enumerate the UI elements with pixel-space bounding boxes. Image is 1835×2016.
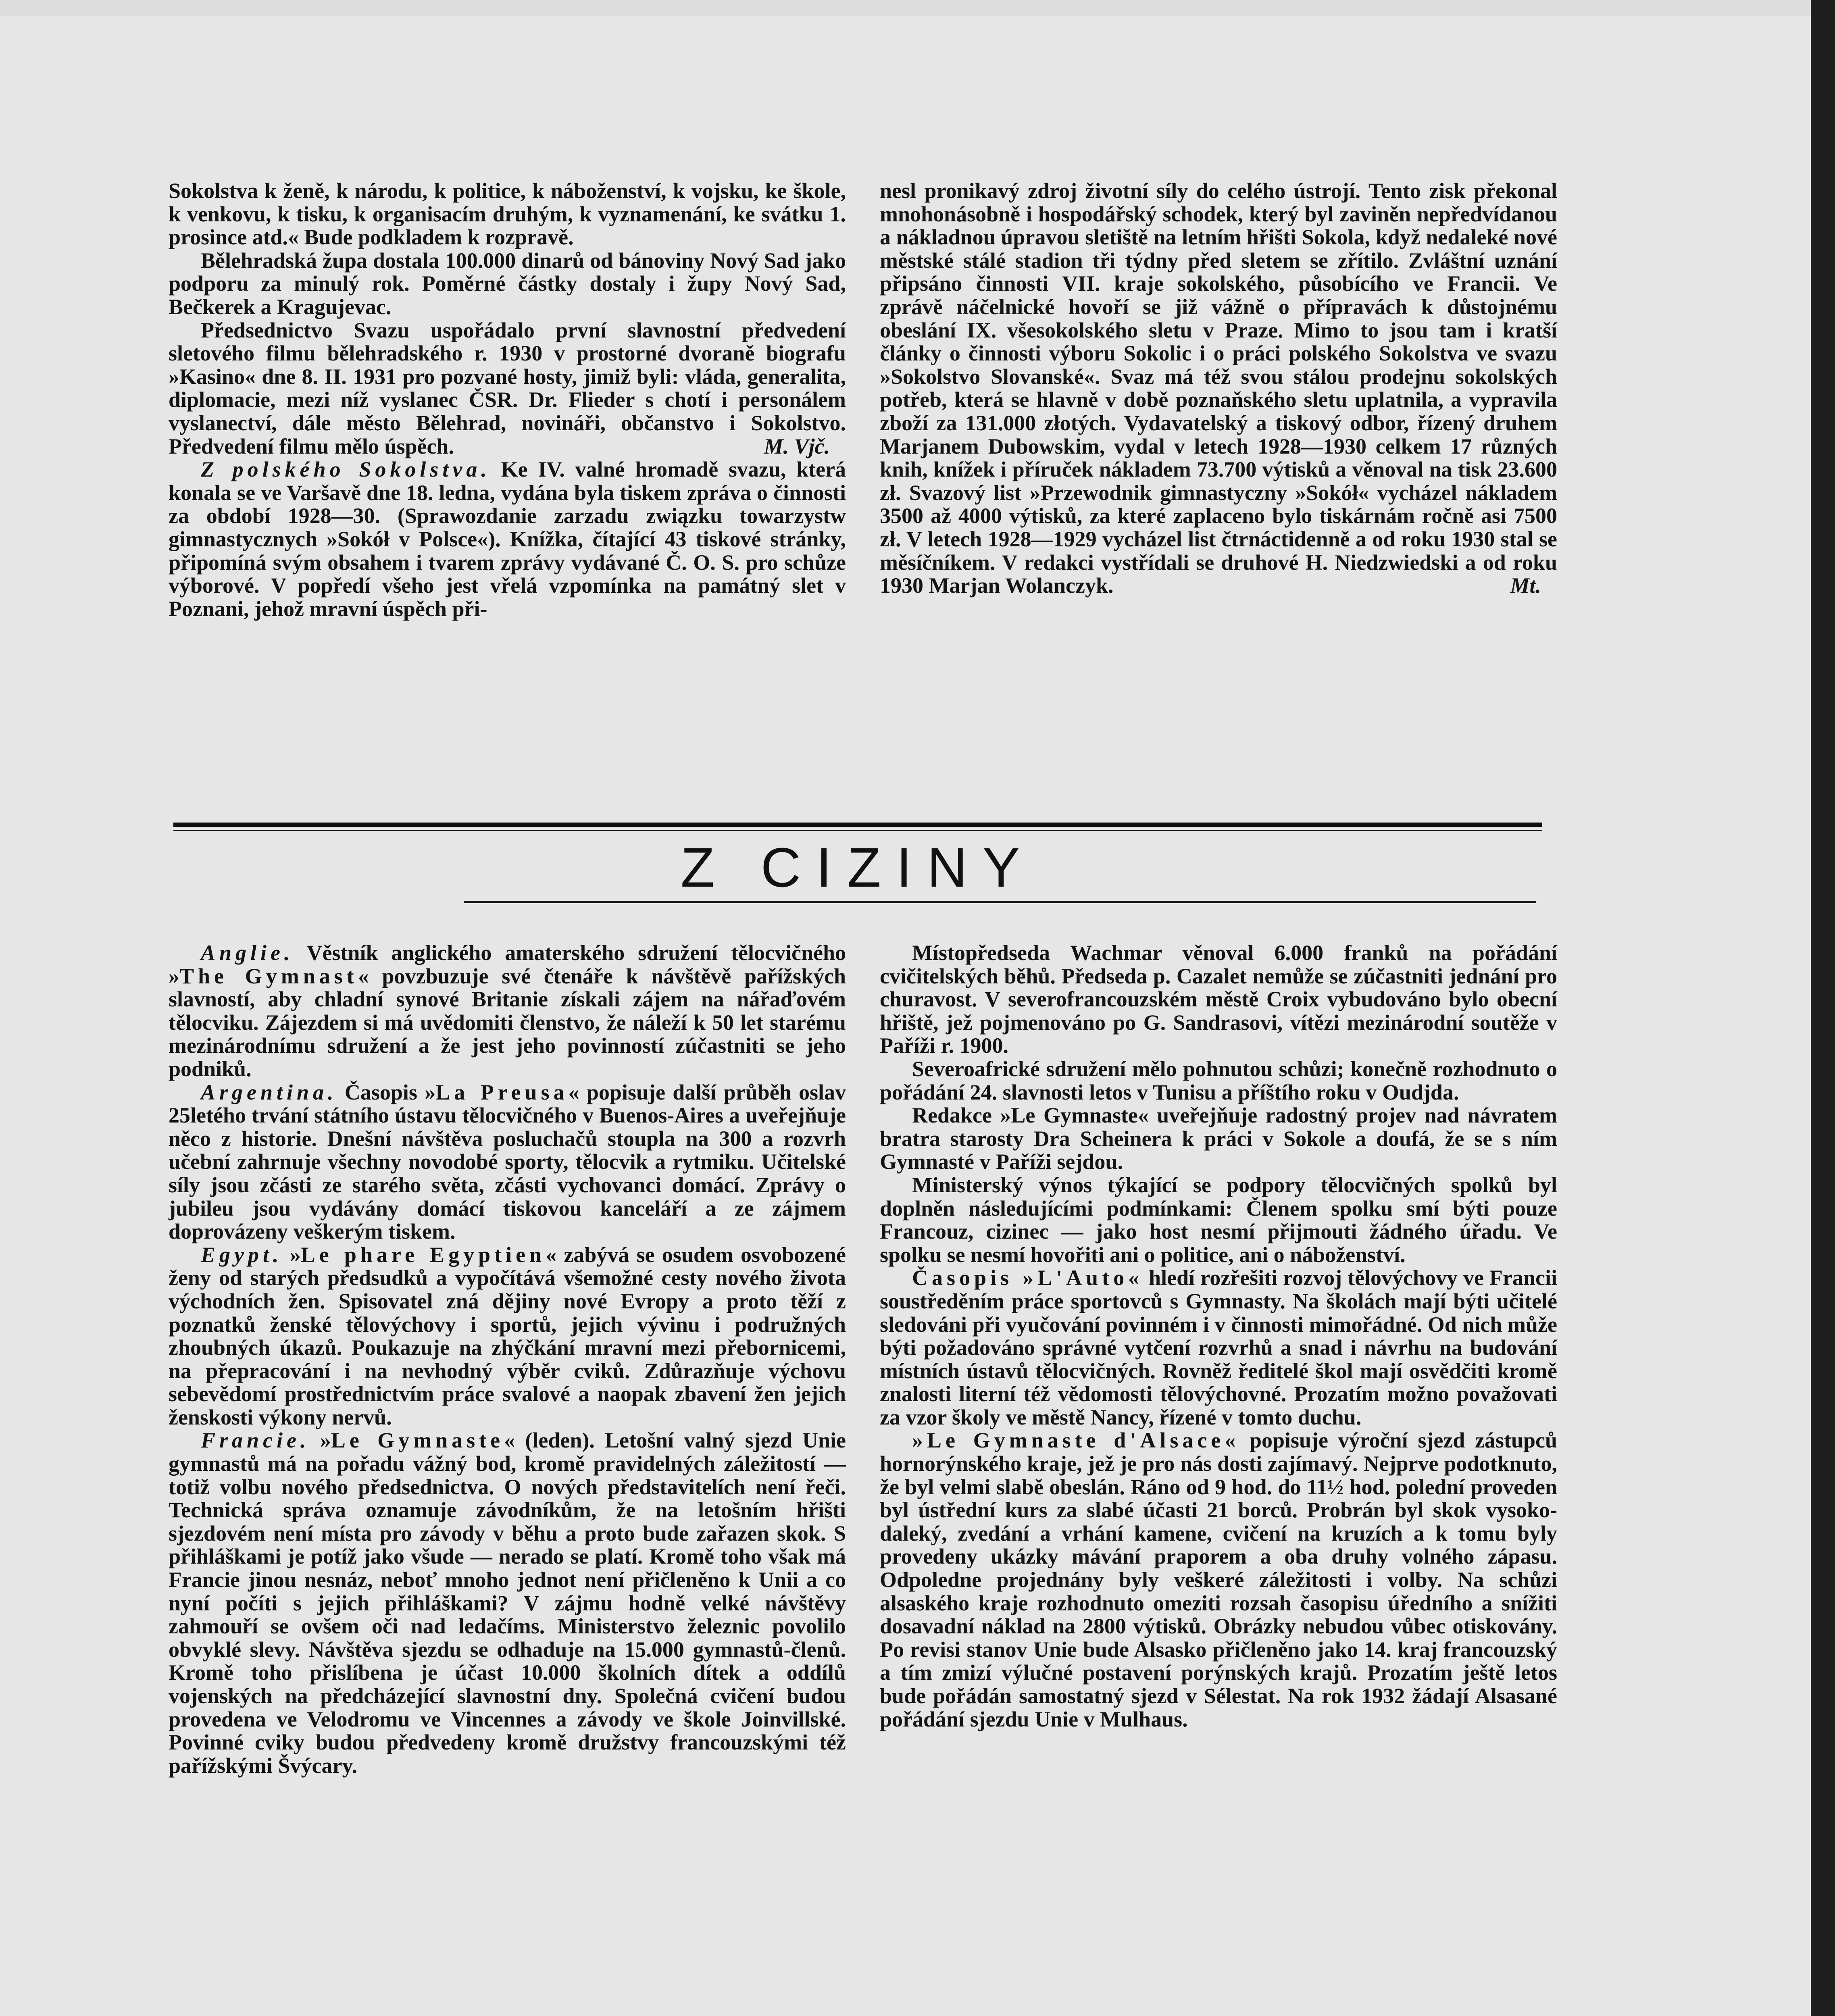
- paragraph-text: Časopis »: [344, 1080, 436, 1104]
- paragraph-lead: Časopis »L'Auto«: [912, 1266, 1143, 1290]
- paper-title: Le Gymnaste: [331, 1428, 504, 1453]
- paragraph-text: « popisuje další průběh oslav 25letého trvání státního ústavu tělocvičného v Buenos-Aires a uveřejňuje něco z historie. Dnešní návštěva posluchačů stoupla na 300 a rozvrh učební zahrnuje všechny novodobé sporty, tělocvik a rytmiku. Učitelské síly jsou zčásti ze starého světa, zčásti vychovanci domácí. Zprávy o jubileu jsou vydávány domácí tiskovou kanceláří a ze zájmem doprovázeny veškerým tiskem.: [169, 1080, 846, 1244]
- paper-title: Le phare Egyptien: [300, 1242, 546, 1267]
- paragraph: [169, 319, 846, 458]
- paragraph-lead: Z polského Sokolstva.: [201, 457, 491, 482]
- paragraph: Severoafrické sdružení mělo pohnutou schůzi; konečně rozhodnuto o pořádání 24. slavnosti letos v Tunisu a příštího roku v Oudjda.: [880, 1056, 1557, 1104]
- paragraph: [880, 179, 1557, 598]
- paragraph: [169, 458, 846, 621]
- paragraph-lead: Anglie.: [201, 941, 294, 965]
- paragraph-text: Věstník anglického amaterského sdružení tělocvičného »: [169, 941, 846, 988]
- paragraph-text: nesl pronikavý zdroj životní síly do celého ústrojí. Tento zisk překonal mnohonásobně i hospodářský schodek, který byl zaviněn nepředvídanou a nákladnou úpravou sletiště na letním hřišti Sokola, když nedaleké nové městské stálé stadion tři týdny před sletem se zřítilo. Zvláštní uznání připsáno činnosti VII. kraje sokolského, působícího ve Francii. Ve zprávě náčelnické hovoří se již vážně o přípravách k důstojnému obeslání IX. všesokolského sletu v Praze. Mimo to jsou tam i kratší články o činnosti výboru Sokolic i o práci polského Sokolstva ve svazu »Sokolstvo Slovanské«. Svaz má též svou stálou prodejnu sokolských potřeb, která se hlavně v době poznaňského sletu uplatnila, a vypravila zboží za 131.000 złotých. Vydavatelský a tiskový odbor, řízený druhem Marjanem Dubowskim, vydal v letech 1928—1930 celkem 17 různých knih, knížek i příruček nákladem 73.700 výtisků a věnoval na tisk 23.600 zł. Svazový list »Przewodnik gimnastyczny »Sokół« vycházel nákladem 3500 až 4000 výtisků, za které zaplaceno bylo tiskárnám ročně asi 7500 zł. V letech 1928—1929 vycházel list čtrnáctidenně a od roku 1930 stal se měsíčníkem. V redakci vystřídali se druhové H. Niedzwiedski a od roku 1930 Marjan Wolanczyk.: [880, 179, 1557, 598]
- paragraph-text: Ke IV. valné hromadě svazu, která konala se ve Varšavě dne 18. ledna, vydána byla tiskem zpráva o činnosti za období 1928—30. (Sprawozdanie zarzadu związku towarzystw gimnastycznych »Sokół v Polsce«). Knížka, čítající 43 tiskové stránky, připomíná svým obsahem i tvarem zprávy vydávané Č. O. S. pro schůze výborové. V popředí všeho jest vřelá vzpomínka na památný slet v Poznani, jehož mravní úspěch při-: [169, 457, 846, 621]
- paragraph-text: « zabývá se osudem osvobozené ženy od starých předsudků a vypočítává všemožné cesty nového života východních žen. Spisovatel zná dějiny nové Evropy a proto těží z poznatků ženské tělovýchovy i sportů, jejich vývinu i podružných zhoubných úkazů. Poukazuje na zhýčkání mravní mezi přebornicemi, na přepracování i na nevhodný výběr cviků. Zdůrazňuje výchovu sebevědomí prostřednictvím práce svalové a naopak zbavení žen jejich ženskosti výkony nervů.: [169, 1242, 846, 1429]
- scan-edge-right: [1811, 0, 1835, 2016]
- paragraph-text: »: [320, 1428, 331, 1453]
- paragraph: [169, 1243, 846, 1429]
- paragraph-text: hledí rozřešiti rozvoj tělovýchovy ve Francii soustředěním práce sportovců s Gymnasty. Na školách mají býti učitelé sledováni při vyučování povinném i v činnosti mimořádné. Od nich může býti požadováno správné vytčení rozvrhů a snad i návrhu na budování místních ústavů tělocvičných. Rovněž ředitelé škol mají osvědčiti kromě znalosti literní též vědomosti tělovýchovné. Prozatím možno považovati za vzor školy ve městě Nancy, řízené v tomto duchu.: [880, 1266, 1558, 1429]
- paragraph-lead: Egypt.: [201, 1242, 283, 1267]
- paragraph-lead: Argentina.: [201, 1080, 337, 1104]
- paragraph-lead: Francie.: [201, 1428, 310, 1453]
- paragraph: [880, 1266, 1557, 1429]
- paragraph: Místopředseda Wachmar věnoval 6.000 franků na pořádání cvičitelských běhů. Předseda p. Cazalet nemůže se zúčastniti jednání pro churavost. V severofrancouzském městě Croix vybudováno bylo obecní hřiště, jež pojmenováno po G. Sandrasovi, vítězi mezinárodní soutěže v Paříži r. 1900.: [880, 941, 1557, 1058]
- section-rule-thick: [173, 823, 1542, 827]
- paper-title: The Gymnast: [179, 964, 358, 988]
- bottom-left-column: [169, 941, 846, 1777]
- paragraph: [169, 941, 846, 1081]
- paragraph: [169, 1429, 846, 1777]
- top-right-column: [880, 179, 1557, 598]
- paragraph-text: Předsednictvo Svazu uspořádalo první slavnostní předvedení sletového filmu bělehradského r. 1930 v prostorné dvoraně biografu »Kasino« dne 8. II. 1931 pro pozvané hosty, jimiž byli: vláda, generalita, diplomacie, mezi níž vyslanec ČSR. Dr. Flieder s chotí i personálem vyslanectví, dále město Bělehrad, novináři, občanstvo i Sokolstvo. Předvedení filmu mělo úspěch.: [169, 318, 846, 458]
- paper-title: La Preusa: [435, 1080, 569, 1104]
- author-signature: M. Vjč.: [764, 434, 830, 458]
- paragraph: [169, 1081, 846, 1243]
- paragraph: Ministerský výnos týkající se podpory tělocvičných spolků byl doplněn následujícími podmínkami: Členem spolku smí býti pouze Francouz, cizinec — jako host nesmí přijmouti žádného úřadu. Ve spolku se nesmí hovořiti ani o politice, ani o náboženství.: [880, 1173, 1557, 1267]
- paragraph: Bělehradská župa dostala 100.000 dinarů od bánoviny Nový Sad jako podporu za minulý rok. Poměrné částky dostaly i župy Nový Sad, Bečkerek a Kragujevac.: [169, 248, 846, 319]
- bottom-right-column: [880, 941, 1557, 1731]
- paragraph: [880, 1429, 1557, 1731]
- scan-edge-top: [0, 0, 1835, 16]
- section-title: Z CIZINY: [681, 837, 1035, 899]
- paragraph-text: popisuje výroční sjezd zástupců hornorýnského kraje, jež je pro nás dosti zajímavý. Nejprve podotknuto, že byl velmi slabě obeslán. Ráno od 9 hod. do 11½ hod. polední proveden byl ústřední kurs za slabé účasti 21 borců. Probrán byl skok vysoko-daleký, zvedání a vrhání kamene, cvičení na kruzích a k tomu byly provedeny ukázky mávání praporem a oba druhy volného zápasu. Odpoledne projednány byly veškeré záležitosti i volby. Na schůzi alsaského kraje rozhodnuto omeziti rozsah časopisu úředního a snížiti dosavadní náklad na 2800 výtisků. Obrázky nebudou vůbec otiskovány. Po revisi stanov Unie bude Alsasko přičleněno jako 14. kraj francouzský a tím zmizí výlučné postavení porýnských krajů. Prozatím ještě letos bude pořádán samostatný sjezd v Sélestat. Na rok 1932 žádají Alsasané pořádání sjezdu Unie v Mulhaus.: [880, 1428, 1557, 1731]
- paragraph-lead: »Le Gymnaste d'Alsace«: [912, 1428, 1240, 1453]
- paragraph-text: « povzbuzuje své čtenáře k návštěvě pařížských slavností, aby chladní synové Britanie získali zájem na nářaďovém tělocviku. Zájezdem si má uvědomiti členstvo, že náleží k 50 let starému mezinárodnímu sdružení a že jest jeho povinností zúčastniti se jeho podniků.: [169, 964, 846, 1081]
- section-rule-bottom: [464, 901, 1536, 903]
- paragraph: Redakce »Le Gymnaste« uveřejňuje radostný projev nad návratem bratra starosty Dra Scheinera k práci v Sokole a doufá, že se s ním Gymnasté v Paříži sejdou.: [880, 1103, 1557, 1174]
- paragraph: Sokolstva k ženě, k národu, k politice, k náboženství, k vojsku, ke škole, k venkovu, k tisku, k organisacím druhým, k vyznamenání, ke svátku 1. prosince atd.« Bude podkladem k rozpravě.: [169, 179, 846, 250]
- top-left-column: [169, 179, 846, 621]
- section-rule-thin: [173, 830, 1542, 831]
- paragraph-text: »: [290, 1242, 301, 1267]
- paragraph-text: « (leden). Letošní valný sjezd Unie gymnastů má na pořadu vážný bod, kromě pravidelných záležitostí — totiž volbu nového předsednictva. O nových představitelích není řeči. Technická správa oznamuje závodníkům, že na letošním hřišti sjezdovém není místa pro závody v běhu a proto bude zařazen skok. S přihláškami je potíž jako všude — nerado se platí. Kromě toho však má Francie jinou nesnáz, neboť mnoho jednot není přičleněno k Unii a co nyní počíti s jejich přihláškami? V zájmu hodně velké návštěvy zahmouří se ovšem oči nad ledačíms. Ministerstvo železnic povolilo obvyklé slevy. Návštěva sjezdu se odhaduje na 15.000 gymnastů-členů. Kromě toho přislíbena je účast 10.000 školních dítek a oddílů vojenských na předcházející slavnostní dny. Společná cvičení budou provedena ve Velodromu ve Vincennes a závody ve škole Joinvillské. Povinné cviky budou předvedeny kromě družstvy francouzskými též pařížskými Švýcary.: [169, 1428, 846, 1778]
- author-signature: Mt.: [1510, 573, 1541, 598]
